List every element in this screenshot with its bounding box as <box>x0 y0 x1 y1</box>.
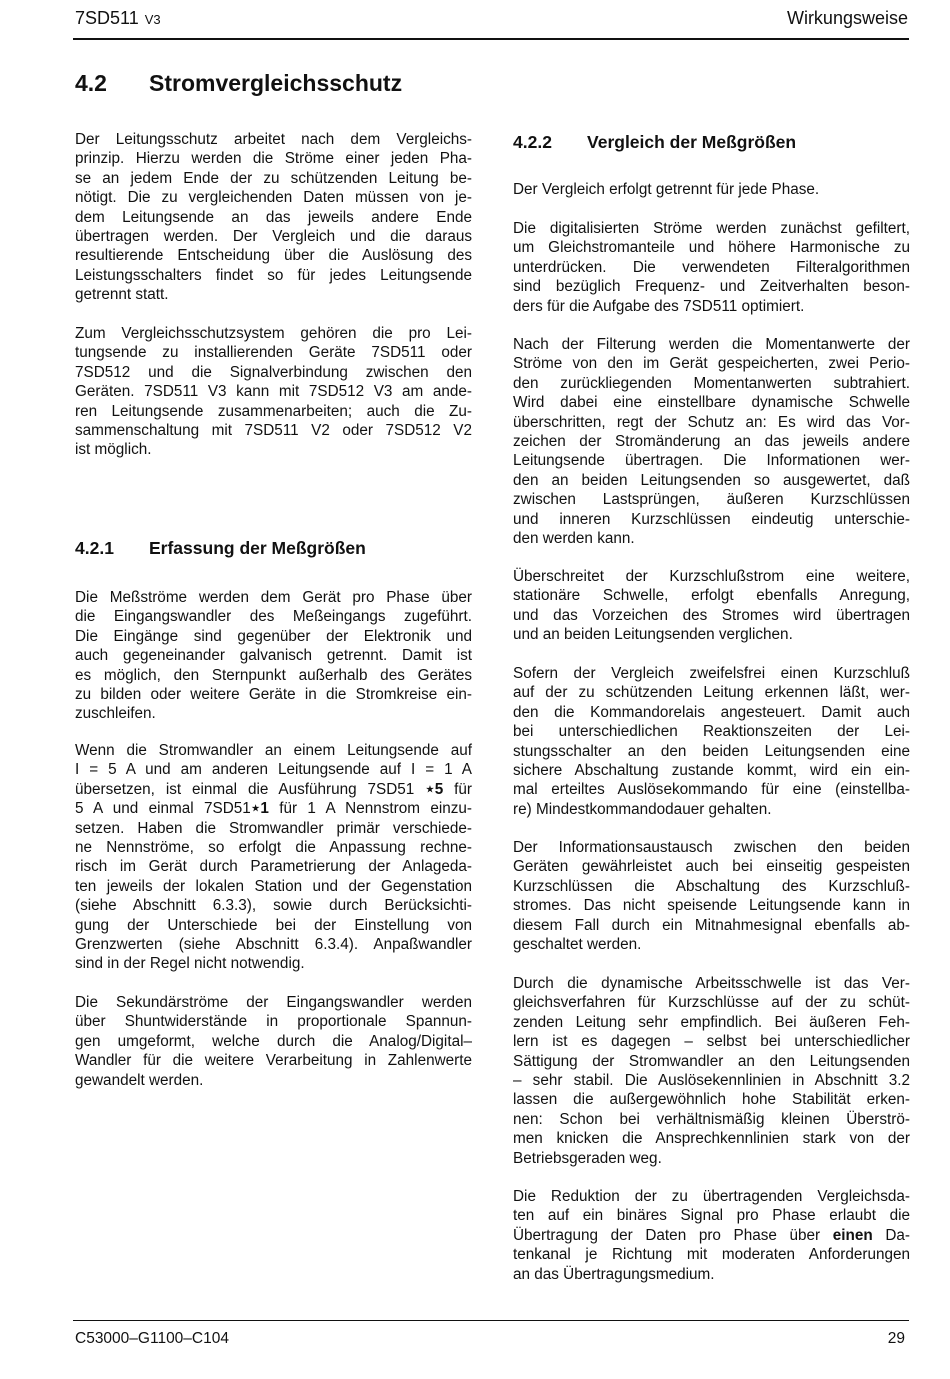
paragraph <box>75 324 472 460</box>
paragraph <box>513 180 910 199</box>
paragraph <box>513 838 910 954</box>
text-line: se an jedem Ende der zu schützenden Leitung be- <box>75 169 472 187</box>
footer-order-number: C53000–G1100–C104 <box>75 1330 229 1347</box>
paragraph <box>513 219 910 316</box>
text-line: Die Reduktion der zu übertragenden Vergleichsda- <box>513 1188 910 1205</box>
paragraph <box>513 335 910 548</box>
section-title-text: Stromvergleichsschutz <box>149 70 403 96</box>
section-title <box>75 70 402 97</box>
text-line: Der Leitungsschutz arbeitet nach dem Vergleichs- <box>75 131 472 148</box>
text-line: tenkanal je Richtung mit moderaten Anforderungen <box>513 1246 910 1264</box>
text-line: Sättigung der Stromwandler an den Leitungsenden <box>513 1052 910 1070</box>
text-line: es möglich, den Sternpunkt außerhalb des Gerätes <box>75 666 472 684</box>
text-line: diesem Fall durch ein Mitnahmesignal ebenfalls ab- <box>513 916 910 934</box>
right-para-3 <box>513 335 910 548</box>
text-line: Geräten gewährleistet auch bei einseitig gespeisten <box>513 858 910 876</box>
text-line: über Shuntwiderstände in proportionale Spannun- <box>75 1013 472 1031</box>
text-line: stromes. Das nicht speisende Leitungsende kann in <box>513 897 910 915</box>
text-fragment: 5 A und einmal 7SD51 <box>75 800 251 818</box>
header-rule <box>73 38 909 40</box>
paragraph <box>513 974 910 1168</box>
text-line: auf der zu schützenden Leitung erkennen läßt, wer- <box>513 684 910 702</box>
text-line: ders für die Aufgabe des 7SD511 optimiert. <box>513 297 805 315</box>
text-line: zuschleifen. <box>75 705 156 723</box>
text-line: Geräten. 7SD511 V3 kann mit 7SD512 V3 am ande- <box>75 383 472 401</box>
text-line: Betriebsgeraden weg. <box>513 1149 662 1167</box>
text-line: zu bilden oder weitere Geräte in die Stromkreise ein- <box>75 685 472 703</box>
text-line: und an beiden Leitungsenden verglichen. <box>513 626 793 644</box>
text-line: und das Vorzeichen des Stromes wird übertragen <box>513 606 910 624</box>
text-line: Wenn die Stromwandler an einem Leitungsende auf <box>75 742 472 759</box>
text-line: ne Nennströme, so erfolgt die Anpassung rechne- <box>75 838 472 856</box>
left-para-2 <box>75 324 472 460</box>
text-line: gen umgeformt, welche durch die Analog/Digital– <box>75 1032 472 1050</box>
paragraph <box>513 664 910 819</box>
text-line: Überschreitet der Kurzschlußstrom eine weitere, <box>513 568 910 585</box>
left-para-1 <box>75 130 472 305</box>
text-line: lern ist es dagegen – selbst bei unterschiedlicher <box>513 1033 910 1051</box>
subsection-number: 4.2.1 <box>75 538 114 558</box>
text-line <box>513 1226 910 1245</box>
text-line: Leistungsschalters findet so für jedes Leitungsende <box>75 266 472 284</box>
text-line: Grenzwerten (siehe Abschnitt 6.3.4). Anpaßwandler <box>75 935 472 953</box>
text-line: Nach der Filterung werden die Momentanwerte der <box>513 336 910 353</box>
text-line: den zurückliegenden Momentanwerten subtrahiert. <box>513 374 910 392</box>
text-line: men knicken die Ansprechkennlinien stark von der <box>513 1130 910 1148</box>
right-para-6 <box>513 838 910 954</box>
subsection-title-4-2-1 <box>75 538 366 559</box>
text-line: Die digitalisierten Ströme werden zunächst gefiltert, <box>513 220 910 237</box>
text-line: Die Meßströme werden dem Gerät pro Phase über <box>75 589 472 606</box>
subsection-title-4-2-2 <box>513 132 796 153</box>
text-line: setzen. Haben die Stromwandler primär verschiede- <box>75 819 472 837</box>
text-line: Der Informationsaustausch zwischen den beiden <box>513 839 910 856</box>
paragraph <box>513 567 910 645</box>
text-line: ist möglich. <box>75 441 152 459</box>
doc-id: 7SD511 <box>75 8 139 28</box>
text-line: sind bezüglich Frequenz- und Zeitverhalten beson- <box>513 278 910 296</box>
text-line: prinzip. Hierzu werden die Ströme einer jeden Pha- <box>75 150 472 168</box>
text-line: sind in der Regel nicht notwendig. <box>75 955 305 973</box>
text-line: I = 5 A und am anderen Leitungsende auf I = 1 A <box>75 761 472 779</box>
text-line: stungsschalter an den beiden Leitungsenden eine <box>513 742 910 760</box>
text-line: überschritten, regt der Schutz an: Es wird das Vor- <box>513 413 910 431</box>
paragraph <box>75 741 472 974</box>
doc-version: V3 <box>144 12 161 27</box>
text-line: Wandler für die weitere Verarbeitung in Zahlenwerte <box>75 1052 472 1070</box>
text-line: ten auf ein binäres Signal pro Phase erlaubt die <box>513 1207 910 1225</box>
emphasis-text: einen <box>832 1226 873 1244</box>
text-line: nötigt. Die zu vergleichenden Daten müssen von je- <box>75 189 472 207</box>
text-line: unterdrücken. Die verwendeten Filteralgorithmen <box>513 258 910 276</box>
subsection-title-text: Erfassung der Meßgrößen <box>149 538 366 558</box>
text-line: risch im Gerät durch Parametrierung der Anlageda- <box>75 858 472 876</box>
text-line: Ströme von den im Gerät gespeicherten, zwei Perio- <box>513 355 910 373</box>
section-number: 4.2 <box>75 70 107 96</box>
text-line: gleichsverfahren für Kurzschlüsse auf der zu schüt- <box>513 994 910 1012</box>
text-line: Sofern der Vergleich zweifelsfrei einen Kurzschluß <box>513 665 910 682</box>
right-para-4 <box>513 567 910 645</box>
paragraph <box>513 1187 910 1284</box>
right-para-5 <box>513 664 910 819</box>
right-para-1 <box>513 180 910 199</box>
text-fragment: Da- <box>872 1226 910 1244</box>
text-line: an das Übertragungsmedium. <box>513 1265 715 1283</box>
text-line: Kurzschlüssen die Abschaltung des Kurzschluß- <box>513 877 910 895</box>
text-line: den die Kommandorelais angesteuert. Damit auch <box>513 703 910 721</box>
text-line: Der Vergleich erfolgt getrennt für jede Phase. <box>513 181 820 198</box>
footer-rule <box>73 1320 909 1321</box>
text-line: Zum Vergleichsschutzsystem gehören die pro Lei- <box>75 325 472 342</box>
text-line: Leitungsende übertragen. Die Informationen wer- <box>513 452 910 470</box>
variant-marker: ⋆1 <box>250 800 269 818</box>
text-line: – sehr stabil. Die Auslösekennlinien in Abschnitt 3.2 <box>513 1071 910 1089</box>
text-fragment: Übertragung der Daten pro Phase über <box>513 1226 833 1244</box>
text-line: Die Eingänge sind gegenüber der Elektronik und <box>75 627 472 645</box>
text-line: den werden kann. <box>513 529 635 547</box>
left-para-5 <box>75 993 472 1090</box>
text-line: 7SD512 und die Signalverbindung zwischen den <box>75 363 472 381</box>
paragraph <box>75 588 472 724</box>
text-line: resultierende Entscheidung über die Auslösung des <box>75 247 472 265</box>
text-line: ren Leitungsende zusammenarbeiten; auch die Zu- <box>75 402 472 420</box>
text-line <box>75 780 472 799</box>
text-line: zenden Leitung sehr empfindlich. Bei äußeren Feh- <box>513 1013 910 1031</box>
text-line: re) Mindestkommandodauer gehalten. <box>513 800 772 818</box>
text-line: getrennt statt. <box>75 286 169 304</box>
text-line: nen: Schon bei verhältnismäßig kleinen Überströ- <box>513 1110 910 1128</box>
text-fragment: für 1 A Nennstrom einzu- <box>268 800 472 818</box>
left-para-3 <box>75 588 472 724</box>
text-line: zwischen Lastsprüngen, äußeren Kurzschlüssen <box>513 491 910 509</box>
text-line: (siehe Abschnitt 6.3.3), sowie durch Berücksichti- <box>75 897 472 915</box>
text-line: und inneren Kurzschlüssen eindeutig unterschie- <box>513 510 910 528</box>
text-line: stationäre Schwelle, erfolgt ebenfalls Anregung, <box>513 587 910 605</box>
text-line: Die Sekundärströme der Eingangswandler werden <box>75 994 472 1011</box>
subsection-number: 4.2.2 <box>513 132 552 152</box>
variant-marker: ⋆5 <box>425 780 444 798</box>
text-line: dem Leitungsende an das jeweils andere Ende <box>75 208 472 226</box>
left-para-4 <box>75 741 472 974</box>
text-line: gung der Unterschiede bei der Einstellung von <box>75 916 472 934</box>
text-line: auch gegeneinander galvanisch getrennt. Damit ist <box>75 647 472 665</box>
text-line <box>75 799 472 818</box>
text-line: ten jeweils der lokalen Station und der Gegenstation <box>75 877 472 895</box>
text-line: mal erteiltes Auslösekommando für eine (einstellba- <box>513 781 910 799</box>
text-line: übertragen werden. Der Vergleich und die daraus <box>75 227 472 245</box>
paragraph <box>75 993 472 1090</box>
text-line: sichere Abschaltung zustande kommt, wird ein ein- <box>513 761 910 779</box>
text-line: um Gleichstromanteile und höhere Harmonische zu <box>513 239 910 257</box>
text-fragment: übersetzen, ist einmal die Ausführung 7SD51 <box>75 780 426 798</box>
text-line: lassen die außergewöhnlich hohe Stabilität erken- <box>513 1091 910 1109</box>
page-number: 29 <box>887 1330 905 1347</box>
right-para-7 <box>513 974 910 1168</box>
text-line: zeichen der Stromänderung an das jeweils andere <box>513 432 910 450</box>
text-line: Durch die dynamische Arbeitsschwelle ist das Ver- <box>513 975 910 992</box>
header-doc-id <box>75 8 161 29</box>
subsection-title-text: Vergleich der Meßgrößen <box>587 132 797 152</box>
text-line: bei unterschiedlichen Reaktionszeiten der Lei- <box>513 723 910 741</box>
header-section-name: Wirkungsweise <box>786 8 908 28</box>
text-line: den an beiden Leitungsenden so ausgewertet, daß <box>513 471 910 489</box>
text-line: Wird dabei eine einstellbare dynamische Schwelle <box>513 394 910 412</box>
right-para-2 <box>513 219 910 316</box>
right-para-8 <box>513 1187 910 1284</box>
paragraph <box>75 130 472 305</box>
text-line: geschaltet werden. <box>513 935 642 953</box>
text-line: gewandelt werden. <box>75 1071 204 1089</box>
text-line: tungsende zu installierenden Geräte 7SD511 oder <box>75 344 472 362</box>
text-fragment: für <box>443 780 472 798</box>
text-line: die Eingangswandler des Meßeingangs zugeführt. <box>75 608 472 626</box>
text-line: sammenschaltung mit 7SD511 V2 oder 7SD512 V2 <box>75 421 472 439</box>
